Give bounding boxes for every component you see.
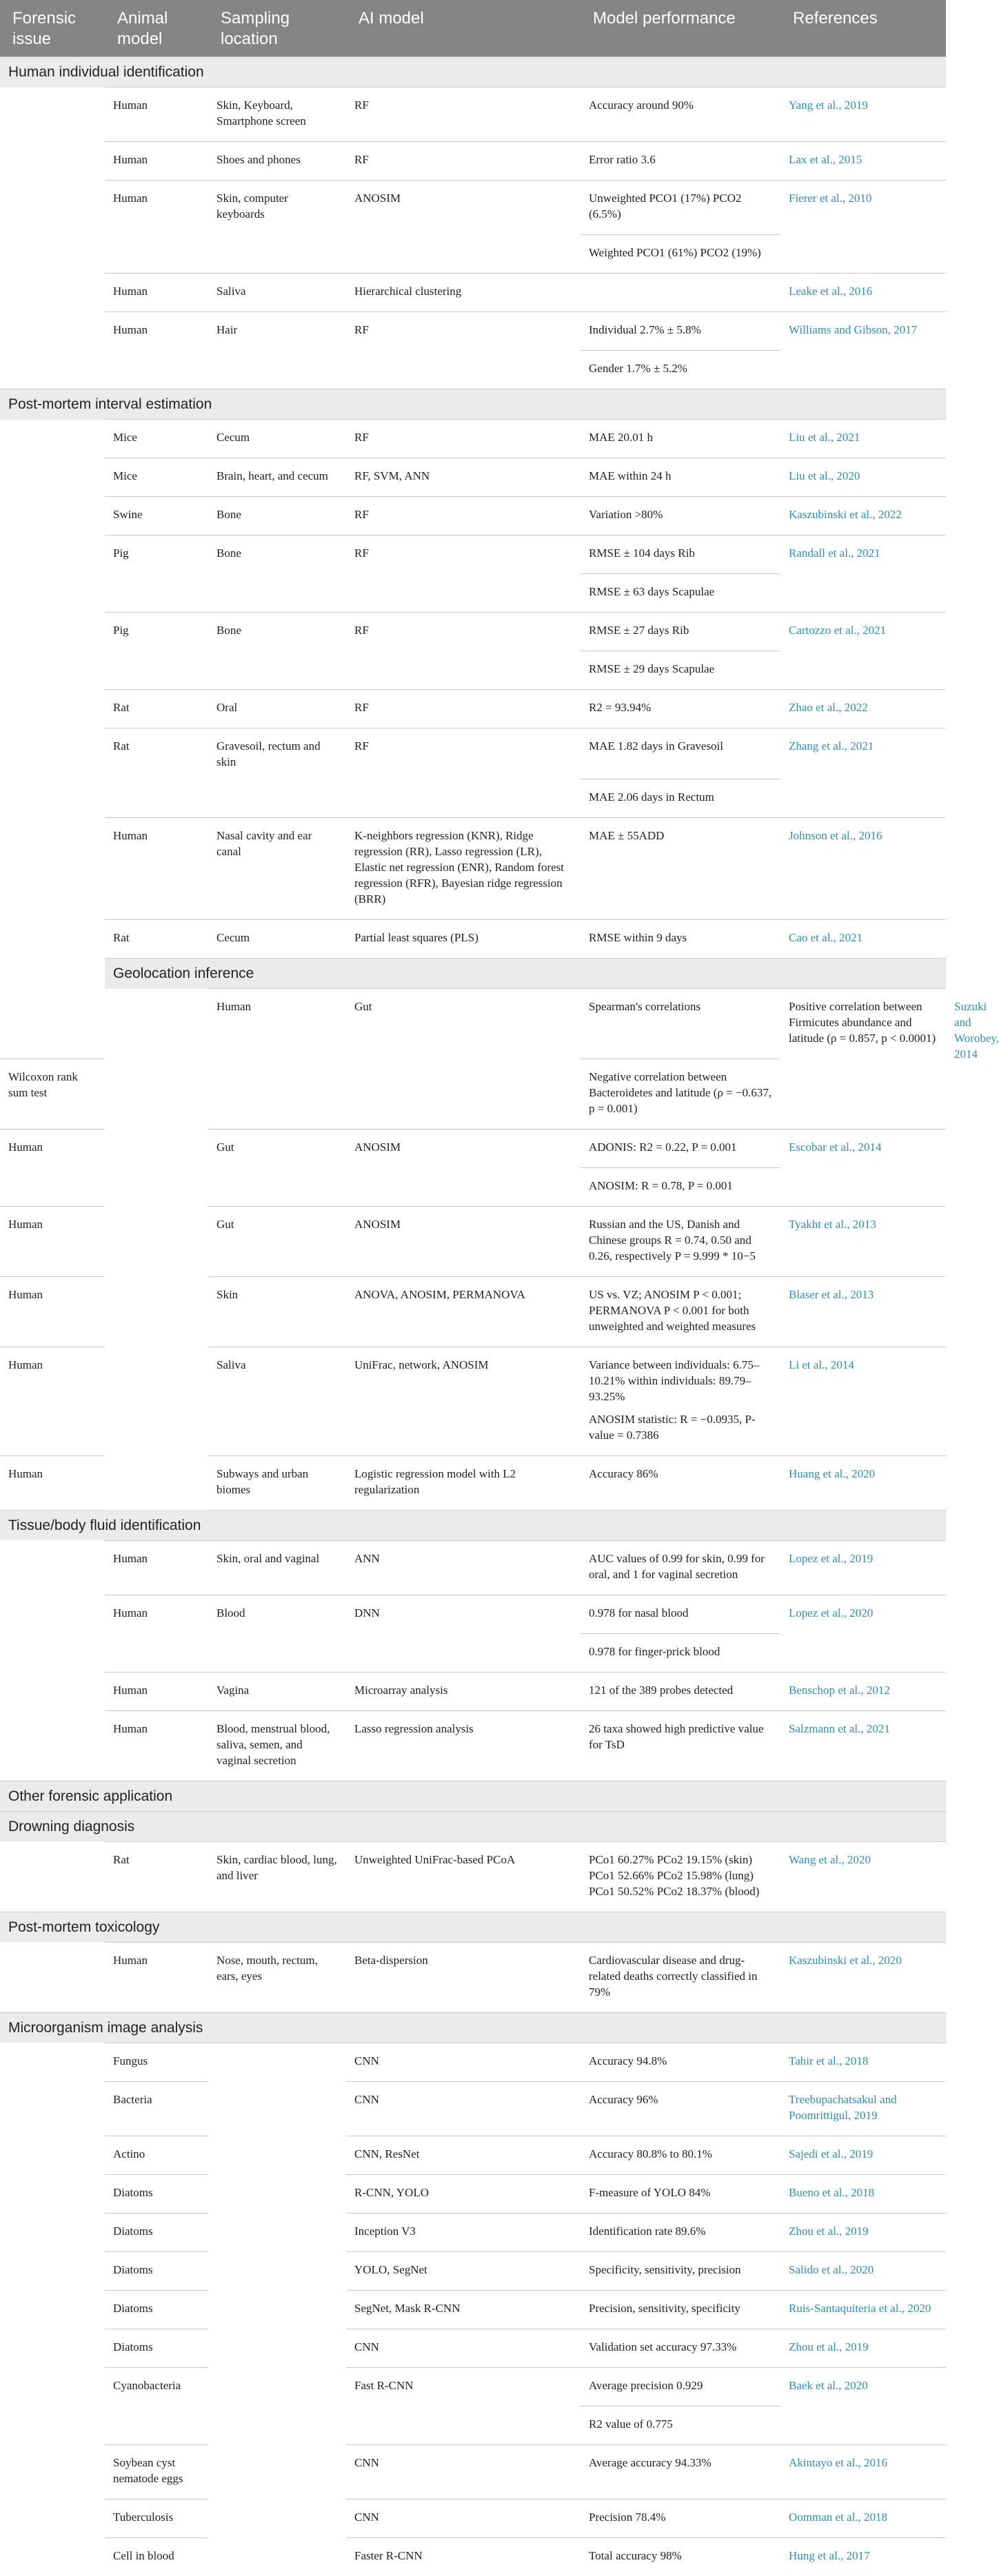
ai-cell: Wilcoxon rank sum test — [0, 1059, 105, 1129]
location-cell: Blood — [208, 1595, 346, 1672]
location-cell: Skin, computer keyboards — [208, 181, 346, 274]
table-row — [0, 1672, 946, 1710]
location-cell: Gut — [208, 1129, 346, 1206]
animal-cell: Human — [105, 142, 208, 181]
ai-cell: RF — [346, 613, 581, 690]
ai-cell: RF — [346, 535, 581, 613]
reference-link[interactable]: Treebupachatsakul and Poomrittigul, 2019 — [780, 2081, 946, 2136]
performance-cell: ADONIS: R2 = 0.22, P = 0.001 — [581, 1129, 780, 1167]
animal-cell: Cell in blood — [105, 2537, 208, 2576]
header-references: References — [780, 0, 946, 57]
animal-cell: Diatoms — [105, 2329, 208, 2367]
performance-cell: RMSE ± 27 days Rib — [581, 613, 780, 651]
ai-cell: CNN — [346, 2043, 581, 2081]
ai-cell: ANOVA, ANOSIM, PERMANOVA — [346, 1276, 581, 1347]
table-row — [0, 2043, 946, 2081]
reference-link[interactable]: Kaszubinski et al., 2020 — [780, 1942, 946, 2012]
performance-cell: Total accuracy 98% — [581, 2537, 780, 2576]
ai-cell: RF — [346, 690, 581, 728]
reference-link[interactable]: Hung et al., 2017 — [780, 2537, 946, 2576]
ai-cell: SegNet, Mask R-CNN — [346, 2290, 581, 2329]
reference-link[interactable]: Lopez et al., 2020 — [780, 1595, 946, 1672]
reference-link[interactable]: Salzmann et al., 2021 — [780, 1710, 946, 1781]
reference-link[interactable]: Kaszubinski et al., 2022 — [780, 497, 946, 535]
ai-cell: Microarray analysis — [346, 1672, 581, 1710]
table-row — [0, 1540, 946, 1595]
header-animal-model: Animal model — [105, 0, 208, 57]
section-title: Geolocation inference — [105, 959, 946, 989]
performance-cell: Specificity, sensitivity, precision — [581, 2251, 780, 2290]
reference-link[interactable]: Salido et al., 2020 — [780, 2251, 946, 2290]
section-title: Other forensic application — [0, 1781, 946, 1811]
table-row — [0, 1942, 946, 2012]
animal-cell: Human — [105, 1672, 208, 1710]
ai-cell: RF — [346, 728, 581, 818]
table-row — [0, 613, 946, 651]
animal-cell: Rat — [105, 728, 208, 818]
table-row — [0, 690, 946, 728]
animal-cell: Mice — [105, 420, 208, 458]
animal-cell: Human — [0, 1276, 105, 1347]
forensic-issue-cell — [0, 420, 105, 1059]
ai-cell: CNN — [346, 2329, 581, 2367]
animal-cell: Diatoms — [105, 2213, 208, 2251]
performance-cell: 0.978 for finger-prick blood — [581, 1633, 780, 1672]
forensic-issue-cell — [0, 1540, 105, 1781]
location-cell: Bone — [208, 613, 346, 690]
location-cell: Nasal cavity and ear canal — [208, 818, 346, 920]
performance-cell: Accuracy 86% — [581, 1455, 780, 1510]
performance-cell: AUC values of 0.99 for skin, 0.99 for oral, and 1 for vaginal secretion — [581, 1540, 780, 1595]
ai-cell: CNN — [346, 2499, 581, 2537]
ai-cell: Faster R-CNN — [346, 2537, 581, 2576]
section-row — [0, 1912, 946, 1942]
performance-cell: 121 of the 389 probes detected — [581, 1672, 780, 1710]
reference-link[interactable]: Lax et al., 2015 — [780, 142, 946, 181]
animal-cell: Actino — [105, 2136, 208, 2174]
table-row — [0, 2537, 946, 2576]
performance-cell: Positive correlation between Firmicutes abundance and latitude (ρ = 0.857, p < 0.0001) — [780, 989, 946, 1059]
section-title: Human individual identification — [0, 57, 946, 88]
reference-link[interactable]: Zhou et al., 2019 — [780, 2329, 946, 2367]
performance-cell: RMSE ± 29 days Scapulae — [581, 651, 780, 690]
ai-cell: ANN — [346, 1540, 581, 1595]
reference-link[interactable]: Johnson et al., 2016 — [780, 818, 946, 920]
header-sampling-location: Sampling location — [208, 0, 346, 57]
performance-cell: Precision, sensitivity, specificity — [581, 2290, 780, 2329]
animal-cell: Rat — [105, 1841, 208, 1912]
location-cell: Saliva — [208, 274, 346, 312]
table-row — [0, 2174, 946, 2213]
reference-link[interactable]: Cartozzo et al., 2021 — [780, 613, 946, 690]
location-cell: Hair — [208, 312, 346, 389]
section-row — [0, 1811, 946, 1841]
ai-cell: RF — [346, 312, 581, 389]
animal-cell: Human — [105, 1942, 208, 2012]
table-row — [0, 2444, 946, 2499]
location-cell: Cecum — [208, 920, 346, 959]
ai-cell: Unweighted UniFrac-based PCoA — [346, 1841, 581, 1912]
animal-cell: Diatoms — [105, 2290, 208, 2329]
animal-cell: Diatoms — [105, 2251, 208, 2290]
table-row — [0, 2290, 946, 2329]
ai-cell: Beta-dispersion — [346, 1942, 581, 2012]
ai-cell: RF, SVM, ANN — [346, 458, 581, 497]
ai-cell: RF — [346, 420, 581, 458]
table-row — [0, 728, 946, 779]
performance-cell: Accuracy 80.8% to 80.1% — [581, 2136, 780, 2174]
table-row — [0, 2499, 946, 2537]
performance-cell: ANOSIM statistic: R = −0.0935, P-value = 0.7386 — [589, 1412, 756, 1442]
animal-cell: Diatoms — [105, 2174, 208, 2213]
animal-cell: Human — [0, 1206, 105, 1276]
reference-link[interactable]: Escobar et al., 2014 — [780, 1129, 946, 1206]
forensic-issue-cell — [0, 1841, 105, 1912]
animal-cell: Human — [105, 312, 208, 389]
animal-cell: Pig — [105, 535, 208, 613]
performance-cell: R2 value of 0.775 — [581, 2406, 780, 2444]
performance-cell: MAE 20.01 h — [581, 420, 780, 458]
location-cell: Bone — [208, 497, 346, 535]
ai-cell: ANOSIM — [346, 181, 581, 274]
section-row — [0, 1781, 946, 1811]
performance-cell: Negative correlation between Bacteroidetes and latitude (ρ = −0.637, p = 0.001) — [581, 1059, 780, 1129]
animal-cell: Swine — [105, 497, 208, 535]
reference-link[interactable]: Cao et al., 2021 — [780, 920, 946, 959]
animal-cell: Human — [105, 818, 208, 920]
performance-cell: MAE within 24 h — [581, 458, 780, 497]
performance-cell: Error ratio 3.6 — [581, 142, 780, 181]
table-row — [0, 2251, 946, 2290]
location-cell: Vagina — [208, 1672, 346, 1710]
performance-cell: Accuracy 94.8% — [581, 2043, 780, 2081]
animal-cell: Rat — [105, 690, 208, 728]
performance-cell: Accuracy around 90% — [581, 88, 780, 142]
reference-link[interactable]: Zhou et al., 2019 — [780, 2213, 946, 2251]
animal-cell: Human — [105, 1595, 208, 1672]
table-row — [0, 2329, 946, 2367]
table-row — [0, 2367, 946, 2406]
table-row — [0, 1710, 946, 1781]
forensic-issue-cell — [0, 88, 105, 389]
table-row — [0, 88, 946, 142]
table-row — [0, 2136, 946, 2174]
location-cell: Saliva — [208, 1347, 346, 1455]
section-title: Post-mortem interval estimation — [0, 389, 946, 420]
location-cell: Skin, cardiac blood, lung, and liver — [208, 1841, 346, 1912]
section-row — [0, 959, 946, 989]
section-row — [0, 2012, 946, 2043]
ai-cell: ANOSIM — [346, 1129, 581, 1206]
table-row — [0, 312, 946, 351]
performance-cell: ANOSIM: R = 0.78, P = 0.001 — [581, 1167, 780, 1206]
ai-cell: UniFrac, network, ANOSIM — [346, 1347, 581, 1455]
animal-cell: Mice — [105, 458, 208, 497]
animal-cell: Human — [208, 989, 346, 1129]
performance-cell: RMSE ± 63 days Scapulae — [581, 574, 780, 613]
header-ai-model: AI model — [346, 0, 581, 57]
animal-cell: Pig — [105, 613, 208, 690]
section-title: Post-mortem toxicology — [0, 1912, 946, 1942]
location-cell: Brain, heart, and cecum — [208, 458, 346, 497]
ai-cell: Hierarchical clustering — [346, 274, 581, 312]
ai-cell: Partial least squares (PLS) — [346, 920, 581, 959]
location-cell: Oral — [208, 690, 346, 728]
animal-cell: Human — [105, 181, 208, 274]
performance-cell: Cardiovascular disease and drug-related deaths correctly classified in 79% — [581, 1942, 780, 2012]
reference-link[interactable]: Tahir et al., 2018 — [780, 2043, 946, 2081]
table-row — [0, 2213, 946, 2251]
reference-link[interactable]: Benschop et al., 2012 — [780, 1672, 946, 1710]
header-row — [0, 0, 946, 57]
performance-cell: Average precision 0.929 — [581, 2367, 780, 2406]
performance-cell: Validation set accuracy 97.33% — [581, 2329, 780, 2367]
animal-cell: Rat — [105, 920, 208, 959]
table-row: Human Gut Spearman's correlations Positive correlation between Firmicutes abundance and latitude (ρ = 0.857, p < 0.0001) Suzuki and Worobey, 2014 — [0, 989, 946, 1059]
location-cell: Cecum — [208, 420, 346, 458]
performance-cell: 26 taxa showed high predictive value for TsD — [581, 1710, 780, 1781]
table-row — [0, 1841, 946, 1912]
animal-cell: Cyanobacteria — [105, 2367, 208, 2444]
location-cell — [208, 2043, 346, 2576]
location-cell: Shoes and phones — [208, 142, 346, 181]
reference-link[interactable]: Tyakht et al., 2013 — [780, 1206, 946, 1276]
section-row — [0, 57, 946, 88]
performance-cell: MAE 1.82 days in Gravesoil — [581, 728, 780, 779]
section-row — [0, 1510, 946, 1540]
ai-cell: ANOSIM — [346, 1206, 581, 1276]
location-cell: Subways and urban biomes — [208, 1455, 346, 1510]
reference-link[interactable]: Huang et al., 2020 — [780, 1455, 946, 1510]
animal-cell: Human — [105, 1710, 208, 1781]
table-row — [0, 920, 946, 959]
ai-cell: CNN — [346, 2444, 581, 2499]
animal-cell: Human — [105, 1540, 208, 1595]
animal-cell: Human — [0, 1455, 105, 1510]
ai-cell: Fast R-CNN — [346, 2367, 581, 2444]
section-title: Microorganism image analysis — [0, 2012, 946, 2043]
reference-link[interactable]: Oomman et al., 2018 — [780, 2499, 946, 2537]
performance-cell: Variation >80% — [581, 497, 780, 535]
reference-link[interactable]: Leake et al., 2016 — [780, 274, 946, 312]
location-cell: Skin, Keyboard, Smartphone screen — [208, 88, 346, 142]
animal-cell: Bacteria — [105, 2081, 208, 2136]
location-cell: Skin — [208, 1276, 346, 1347]
performance-cell: Gender 1.7% ± 5.2% — [581, 351, 780, 389]
performance-cell: MAE ± 55ADD — [581, 818, 780, 920]
location-cell: Blood, menstrual blood, saliva, semen, and vaginal secretion — [208, 1710, 346, 1781]
animal-cell: Human — [0, 1129, 105, 1206]
reference-link[interactable]: Liu et al., 2020 — [780, 458, 946, 497]
ai-cell: RF — [346, 88, 581, 142]
reference-link[interactable]: Yang et al., 2019 — [780, 88, 946, 142]
ai-cell: YOLO, SegNet — [346, 2251, 581, 2290]
reference-link[interactable]: Wang et al., 2020 — [780, 1841, 946, 1912]
ai-cell: Inception V3 — [346, 2213, 581, 2251]
reference-link[interactable]: Zhang et al., 2021 — [780, 728, 946, 818]
animal-cell: Human — [105, 274, 208, 312]
reference-link[interactable]: Fierer et al., 2010 — [780, 181, 946, 274]
table-row — [0, 458, 946, 497]
table-row — [0, 274, 946, 312]
table-row — [0, 818, 946, 920]
section-row — [0, 389, 946, 420]
forensic-issue-cell — [105, 989, 208, 1541]
location-cell: Nose, mouth, rectum, ears, eyes — [208, 1942, 346, 2012]
performance-cell — [581, 274, 780, 312]
table-row — [0, 1595, 946, 1633]
reference-link[interactable]: Zhao et al., 2022 — [780, 690, 946, 728]
performance-cell: 0.978 for nasal blood — [581, 1595, 780, 1633]
location-cell: Gut — [208, 1206, 346, 1276]
table-row — [0, 181, 946, 235]
reference-link[interactable]: Li et al., 2014 — [780, 1347, 946, 1455]
location-cell: Bone — [208, 535, 346, 613]
performance-cell: Average accuracy 94.33% — [581, 2444, 780, 2499]
header-forensic-issue: Forensic issue — [0, 0, 105, 57]
performance-cell: R2 = 93.94% — [581, 690, 780, 728]
ai-cell: CNN, ResNet — [346, 2136, 581, 2174]
performance-cell: Individual 2.7% ± 5.8% — [581, 312, 780, 351]
performance-cell: F-measure of YOLO 84% — [581, 2174, 780, 2213]
forensic-issue-cell — [0, 1942, 105, 2012]
performance-cell: US vs. VZ; ANOSIM P < 0.001; PERMANOVA P < 0.001 for both unweighted and weighted measures — [581, 1276, 780, 1347]
performance-cell: PCo1 60.27% PCo2 19.15% (skin) PCo1 52.66% PCo2 15.98% (lung) PCo1 50.52% PCo2 18.37% (blood) — [581, 1841, 780, 1912]
table-row — [0, 535, 946, 574]
reference-link[interactable]: Randall et al., 2021 — [780, 535, 946, 613]
animal-cell: Fungus — [105, 2043, 208, 2081]
ai-cell: CNN — [346, 2081, 581, 2136]
animal-cell: Human — [0, 1347, 105, 1455]
reference-link[interactable]: Liu et al., 2021 — [780, 420, 946, 458]
animal-cell: Tuberculosis — [105, 2499, 208, 2537]
reference-link[interactable]: Blaser et al., 2013 — [780, 1276, 946, 1347]
performance-cell: Russian and the US, Danish and Chinese groups R = 0.74, 0.50 and 0.26, respectively P = 9.999 * 10−5 — [581, 1206, 780, 1276]
table-row — [0, 497, 946, 535]
animal-cell: Human — [105, 88, 208, 142]
performance-cell: Precision 78.4% — [581, 2499, 780, 2537]
reference-link[interactable]: Ruis-Santaquiteria et al., 2020 — [780, 2290, 946, 2329]
table-row — [0, 2081, 946, 2136]
ai-cell: RF — [346, 142, 581, 181]
section-title: Drowning diagnosis — [0, 1811, 946, 1841]
ai-cell: Lasso regression analysis — [346, 1710, 581, 1781]
reference-link[interactable]: Baek et al., 2020 — [780, 2367, 946, 2444]
ai-cell: R-CNN, YOLO — [346, 2174, 581, 2213]
performance-cell: Weighted PCO1 (61%) PCO2 (19%) — [581, 235, 780, 274]
reference-link[interactable]: Lopez et al., 2019 — [780, 1540, 946, 1595]
performance-cell: MAE 2.06 days in Rectum — [581, 779, 780, 818]
animal-cell: Soybean cyst nematode eggs — [105, 2444, 208, 2499]
performance-cell: RMSE ± 104 days Rib — [581, 535, 780, 574]
reference-link[interactable]: Bueno et al., 2018 — [780, 2174, 946, 2213]
forensic-issue-cell — [0, 2043, 105, 2576]
ai-cell: Logistic regression model with L2 regularization — [346, 1455, 581, 1510]
location-cell: Gravesoil, rectum and skin — [208, 728, 346, 818]
section-title: Tissue/body fluid identification — [0, 1510, 946, 1540]
table-row — [0, 420, 946, 458]
performance-cell: Accuracy 96% — [581, 2081, 780, 2136]
header-model-performance: Model performance — [581, 0, 780, 57]
performance-cell: Unweighted PCO1 (17%) PCO2 (6.5%) — [581, 181, 780, 235]
reference-link[interactable]: Akintayo et al., 2016 — [780, 2444, 946, 2499]
location-cell: Gut — [346, 989, 581, 1129]
ai-cell: Spearman's correlations — [581, 989, 780, 1059]
ai-cell: K-neighbors regression (KNR), Ridge regression (RR), Lasso regression (LR), Elastic net regression (ENR), Random forest regression (RFR), Bayesian ridge regression (BRR) — [346, 818, 581, 920]
performance-cell: RMSE within 9 days — [581, 920, 780, 959]
location-cell: Skin, oral and vaginal — [208, 1540, 346, 1595]
performance-cell: Identification rate 89.6% — [581, 2213, 780, 2251]
performance-cell: Variance between individuals: 6.75–10.21% within individuals: 89.79–93.25% — [581, 1347, 780, 1409]
reference-link[interactable]: Sajedi et al., 2019 — [780, 2136, 946, 2174]
reference-link[interactable]: Williams and Gibson, 2017 — [780, 312, 946, 389]
ai-cell: RF — [346, 497, 581, 535]
ai-cell: DNN — [346, 1595, 581, 1672]
table-row — [0, 142, 946, 181]
